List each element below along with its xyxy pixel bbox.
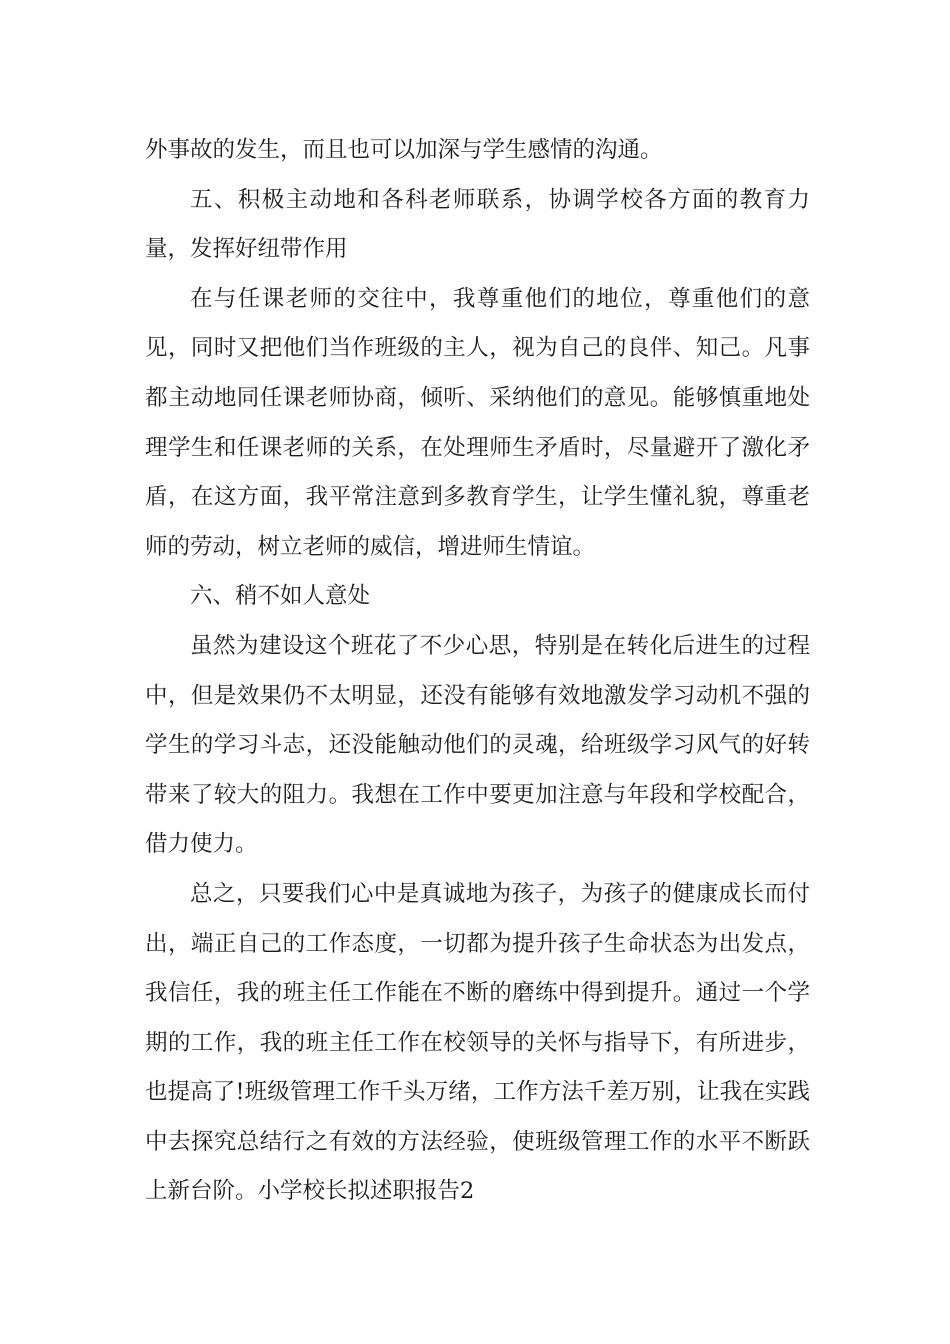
section-heading-five: 五、积极主动地和各科老师联系，协调学校各方面的教育力量，发挥好纽带作用 xyxy=(145,186,810,263)
paragraph-conclusion: 总之，只要我们心中是真诚地为孩子，为孩子的健康成长而付出，端正自己的工作态度，一切都为提升孩子生命状态为出发点，我信任，我的班主任工作能在不断的磨练中得到提升。通过一个学期的工作，我的班主任工作在校领导的关怀与指导下，有所进步，也提高了!班级管理工作千头万绪，工作方法千差万别，让我在实践中去探究总结行之有效的方法经验，使班级管理工作的水平不断跃上新台阶。小学校长拟述职报告2 xyxy=(145,880,810,1205)
paragraph-teacher-relations: 在与任课老师的交往中，我尊重他们的地位，尊重他们的意见，同时又把他们当作班级的主人，视为自己的良伴、知己。凡事都主动地同任课老师协商，倾听、采纳他们的意见。能够慎重地处理学生和任课老师的关系，在处理师生矛盾时，尽量避开了激化矛盾，在这方面，我平常注意到多教育学生，让学生懂礼貌，尊重老师的劳动，树立老师的威信，增进师生情谊。 xyxy=(145,285,810,560)
document-body xyxy=(145,126,810,1217)
paragraph-shortcomings: 虽然为建设这个班花了不少心思，特别是在转化后进生的过程中，但是效果仍不太明显，还没有能够有效地激发学习动机不强的学生的学习斗志，还没能触动他们的灵魂，给班级学习风气的好转带来了较大的阻力。我想在工作中要更加注意与年段和学校配合，借力使力。 xyxy=(145,632,810,858)
paragraph-continuation: 外事故的发生，而且也可以加深与学生感情的沟通。 xyxy=(145,137,663,163)
section-heading-six: 六、稍不如人意处 xyxy=(190,583,371,610)
